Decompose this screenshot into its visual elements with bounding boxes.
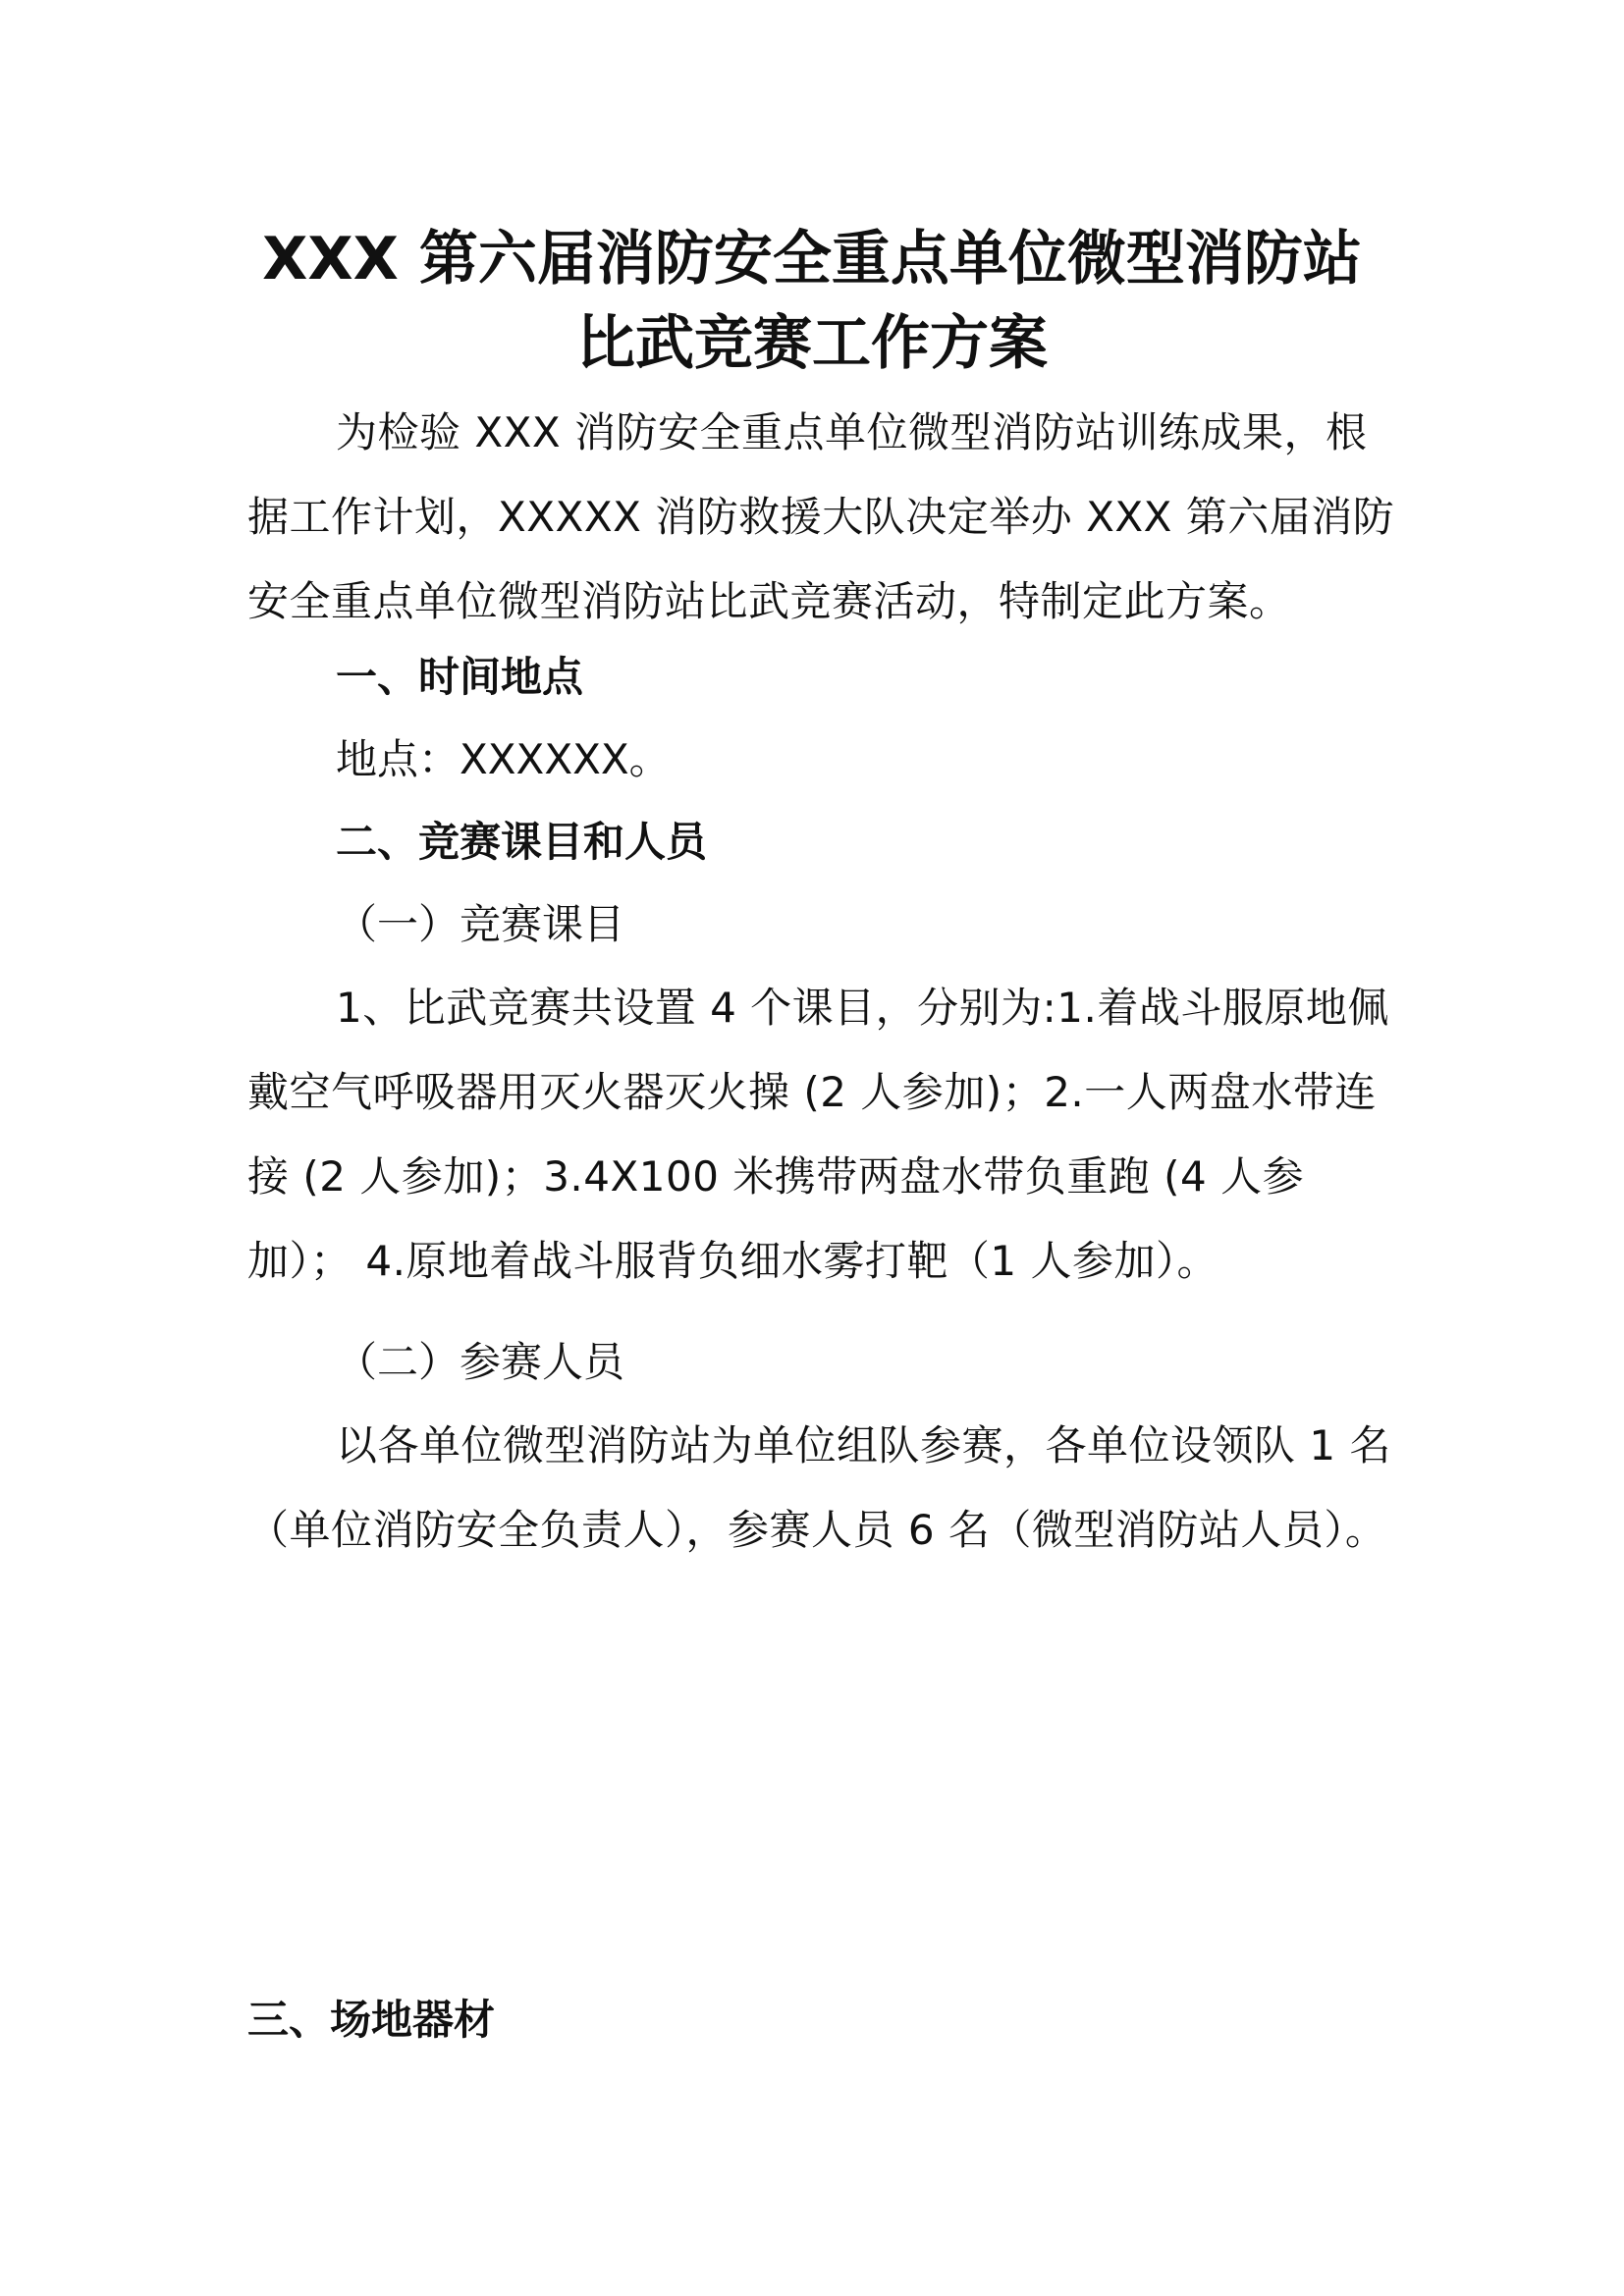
- section-heading-time-location: 一、时间地点: [336, 653, 584, 701]
- document-title-line-2: 比武竞赛工作方案: [576, 309, 1048, 378]
- document-title-line-1: XXX 第六届消防安全重点单位微型消防站: [262, 225, 1362, 294]
- subsection-heading-participants: （二）参赛人员: [336, 1338, 625, 1386]
- location-text: 地点：XXXXXX。: [336, 735, 671, 783]
- section-heading-venue-equipment: 三、场地器材: [247, 1996, 496, 2044]
- events-paragraph: 1、比武竞赛共设置 4 个课目，分别为:1.着战斗服原地佩戴空气呼吸器用灭火器灭火操 (2 人参加)；2.一人两盘水带连接 (2 人参加)；3.4X100 米携带两盘水带负重跑 (4 人参加）； 4.原地着战斗服背负细水雾打靶（1 人参加）。: [247, 984, 1389, 1285]
- section-heading-events-personnel: 二、竞赛课目和人员: [336, 818, 708, 866]
- participants-paragraph: 以各单位微型消防站为单位组队参赛，各单位设领队 1 名（单位消防安全负责人），参赛人员 6 名（微型消防站人员）。: [247, 1421, 1391, 1554]
- intro-paragraph: 为检验 XXX 消防安全重点单位微型消防站训练成果，根据工作计划，XXXXX 消防救援大队决定举办 XXX 第六届消防安全重点单位微型消防站比武竞赛活动，特制定此方案。: [247, 408, 1395, 625]
- subsection-heading-events: （一）竞赛课目: [336, 900, 625, 948]
